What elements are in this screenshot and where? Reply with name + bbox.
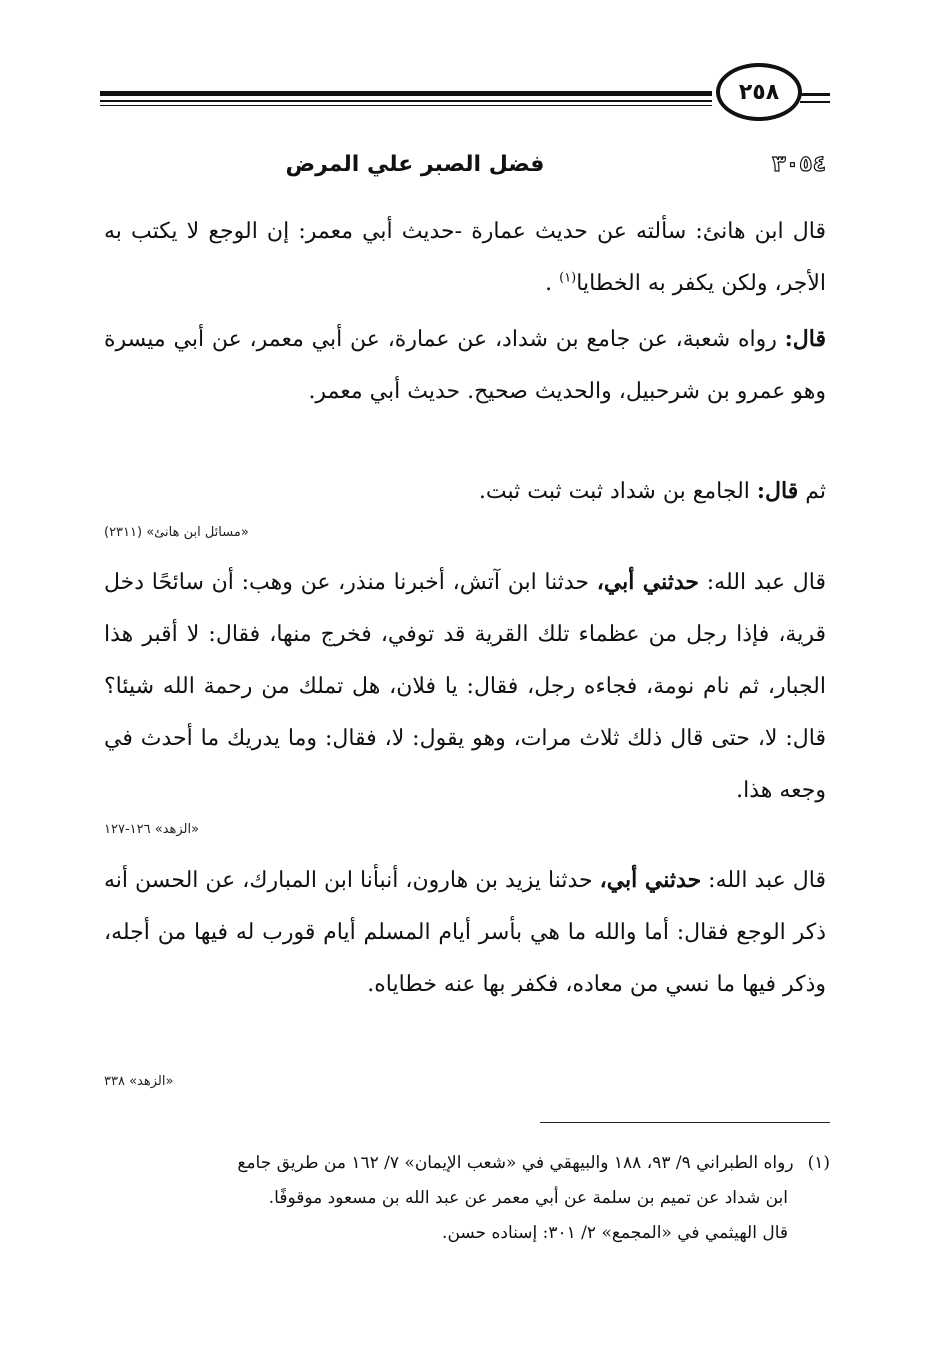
footnote-marker: (١) — [559, 270, 577, 286]
paragraph — [104, 205, 826, 310]
paragraph-text: الجامع بن شداد ثبت ثبت ثبت. — [478, 479, 757, 504]
footnote-line: ابن شداد عن تميم بن سلمة عن أبي معمر عن عبد الله بن مسعود موقوفًا. — [268, 1188, 788, 1208]
paragraph — [104, 854, 826, 1011]
paragraph-speaker: قال: — [784, 326, 826, 352]
footnote-line: قال الهيثمي في «المجمع» ٢/ ٣٠١: إسناده حسن. — [442, 1223, 788, 1243]
header-rule — [100, 91, 712, 96]
paragraph-text: حدثنا ابن آتش، أخبرنا منذر، عن وهب: أن سائحًا دخل قرية، فإذا رجل من عظماء تلك القرية قد توفي، فخرج منها، فقال: لا أقبر هذا الجبار، ثم نام نومة، فجاءه رجل، فقال: يا فلان، هل تملك من رحمة الله شيئا؟ قال: لا، حتى قال ذلك ثلاث مرات، وهو يقول: لا، فقال: وما يدريك ما أحدث في وجعه هذا. — [104, 570, 826, 803]
header-rule-tail — [800, 93, 830, 96]
paragraph-speaker: حدثني أبي، — [599, 867, 702, 893]
entry-number: ٣٠٥٤ — [772, 152, 826, 177]
paragraph-text: قال ابن هانئ: سألته عن حديث عمارة -حديث أبي معمر: إن الوجع لا يكتب به الأجر، ولكن يكفر به الخطايا — [104, 219, 826, 296]
footnote-text: رواه الطبراني ٩/ ٩٣، ١٨٨ والبيهقي في «شعب الإيمان» ٧/ ١٦٢ من طريق جامع — [237, 1153, 794, 1173]
paragraph-lead: ثم — [798, 479, 826, 504]
paragraph — [104, 556, 826, 817]
footnote-separator — [540, 1122, 830, 1123]
footnote — [104, 1146, 830, 1251]
paragraph-lead: قال عبد الله: — [699, 570, 827, 595]
paragraph-speaker: حدثني أبي، — [596, 569, 700, 595]
paragraph-tail: . — [545, 271, 560, 296]
paragraph-text: حدثنا يزيد بن هارون، أنبأنا ابن المبارك، عن الحسن أنه ذكر الوجع فقال: أما والله ما هي بأسر أيام المسلم أيام قورب له فيها من أجله، وذكر فيها ما نسي من معاده، فكفر بها عنه خطاياه. — [104, 868, 826, 997]
header-rule — [100, 100, 712, 102]
footnote-number: (١) — [807, 1153, 830, 1173]
footnote-line — [104, 1146, 830, 1181]
header-rule — [100, 105, 712, 106]
page-number: ٢٥٨ — [738, 79, 780, 105]
paragraph-text: رواه شعبة، عن جامع بن شداد، عن عمارة، عن أبي معمر، عن أبي ميسرة وهو عمرو بن شرحبيل، والحديث صحيح. حديث أبي معمر. — [104, 327, 826, 404]
page-number-badge — [716, 63, 802, 121]
reference: «مسائل ابن هانئ» (٢٣١١) — [104, 525, 249, 540]
reference: «الزهد» ١٢٦-١٢٧ — [104, 822, 200, 837]
paragraph-lead: قال عبد الله: — [701, 868, 826, 893]
reference: «الزهد» ٣٣٨ — [104, 1074, 174, 1089]
paragraph — [104, 465, 826, 518]
header-rule-tail — [800, 101, 830, 103]
entry-title: فضل الصبر علي المرض — [285, 152, 545, 177]
paragraph-speaker: قال: — [756, 478, 799, 504]
paragraph — [104, 313, 826, 418]
